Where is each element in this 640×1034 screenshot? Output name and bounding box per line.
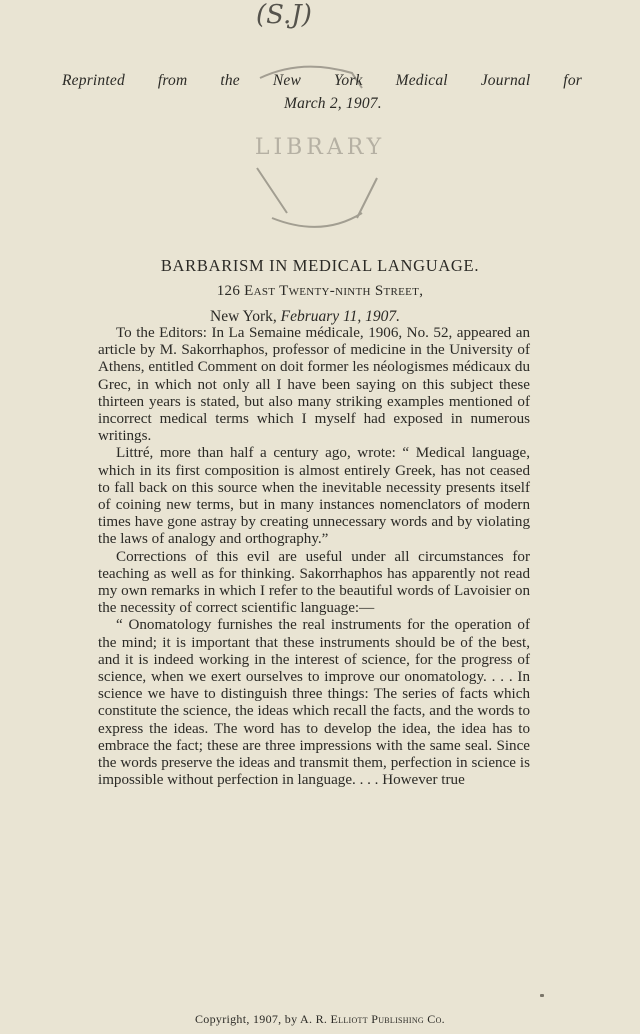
- address-line: 126 East Twenty-ninth Street,: [216, 283, 424, 299]
- dateline-place: New York,: [210, 308, 277, 325]
- paragraph: Corrections of this evil are useful under all circumstances for teaching as well as for thinking. Sakorrhaphos has apparently not read my own remarks in which I refer to the beautiful words of Lavoisier on the necessity of correct scientific language:—: [98, 548, 530, 617]
- handwritten-mark: (S.J): [256, 0, 312, 30]
- copyright-prefix: Copyright, 1907, by A. R.: [195, 1012, 328, 1026]
- article-title: BARBARISM IN MEDICAL LANGUAGE.: [160, 256, 480, 275]
- paper-speck: [540, 994, 544, 997]
- svg-text:LIBRARY: LIBRARY: [254, 135, 386, 160]
- copyright-publisher: Elliott Publishing Co.: [330, 1012, 445, 1026]
- dateline: [210, 308, 400, 326]
- paragraph: “ Onomatology furnishes the real instruments for the operation of the mind; it is important that these instruments should be of the best, and it is indeed working in the interest of science, for the progress of science, when we exert ourselves to improve our onomatology. . . . In science we have to distinguish three things: The series of facts which constitute the science, the ideas which recall the facts, and the words to express the ideas. The word has to develop the idea, the idea has to embrace the fact; these are three impressions with the same seal. Since the words preserve the ideas and transmit them, perfection in science is impossible without perfection in language. . . . However true: [98, 617, 530, 789]
- letter-body: [98, 325, 530, 789]
- copyright-line: [0, 1012, 640, 1027]
- reprint-line-2: March 2, 1907.: [284, 95, 382, 112]
- reprint-line-1: Reprinted from the New York Medical Journal for: [62, 72, 582, 89]
- library-stamp: [212, 38, 412, 238]
- paragraph: To the Editors: In La Semaine médicale, 1906, No. 52, appeared an article by M. Sakorrhaphos, professor of medicine in the University of Athens, entitled Comment on doit former les néologismes médicaux du Grec, in which not only all I have been saying on this subject these thirteen years is stated, but also many striking examples mentioned of incorrect medical terms which I myself had exposed in numerous writings.: [98, 325, 530, 445]
- dateline-date: February 11, 1907.: [280, 308, 401, 325]
- paragraph: Littré, more than half a century ago, wrote: “ Medical language, which in its first composition is almost entirely Greek, has not ceased to fall back on this source when the inevitable necessity presents itself of coining new terms, but in many instances nomenclators of modern times have gone astray by creating unnecessary words and by violating the laws of analogy and orthography.”: [98, 445, 530, 548]
